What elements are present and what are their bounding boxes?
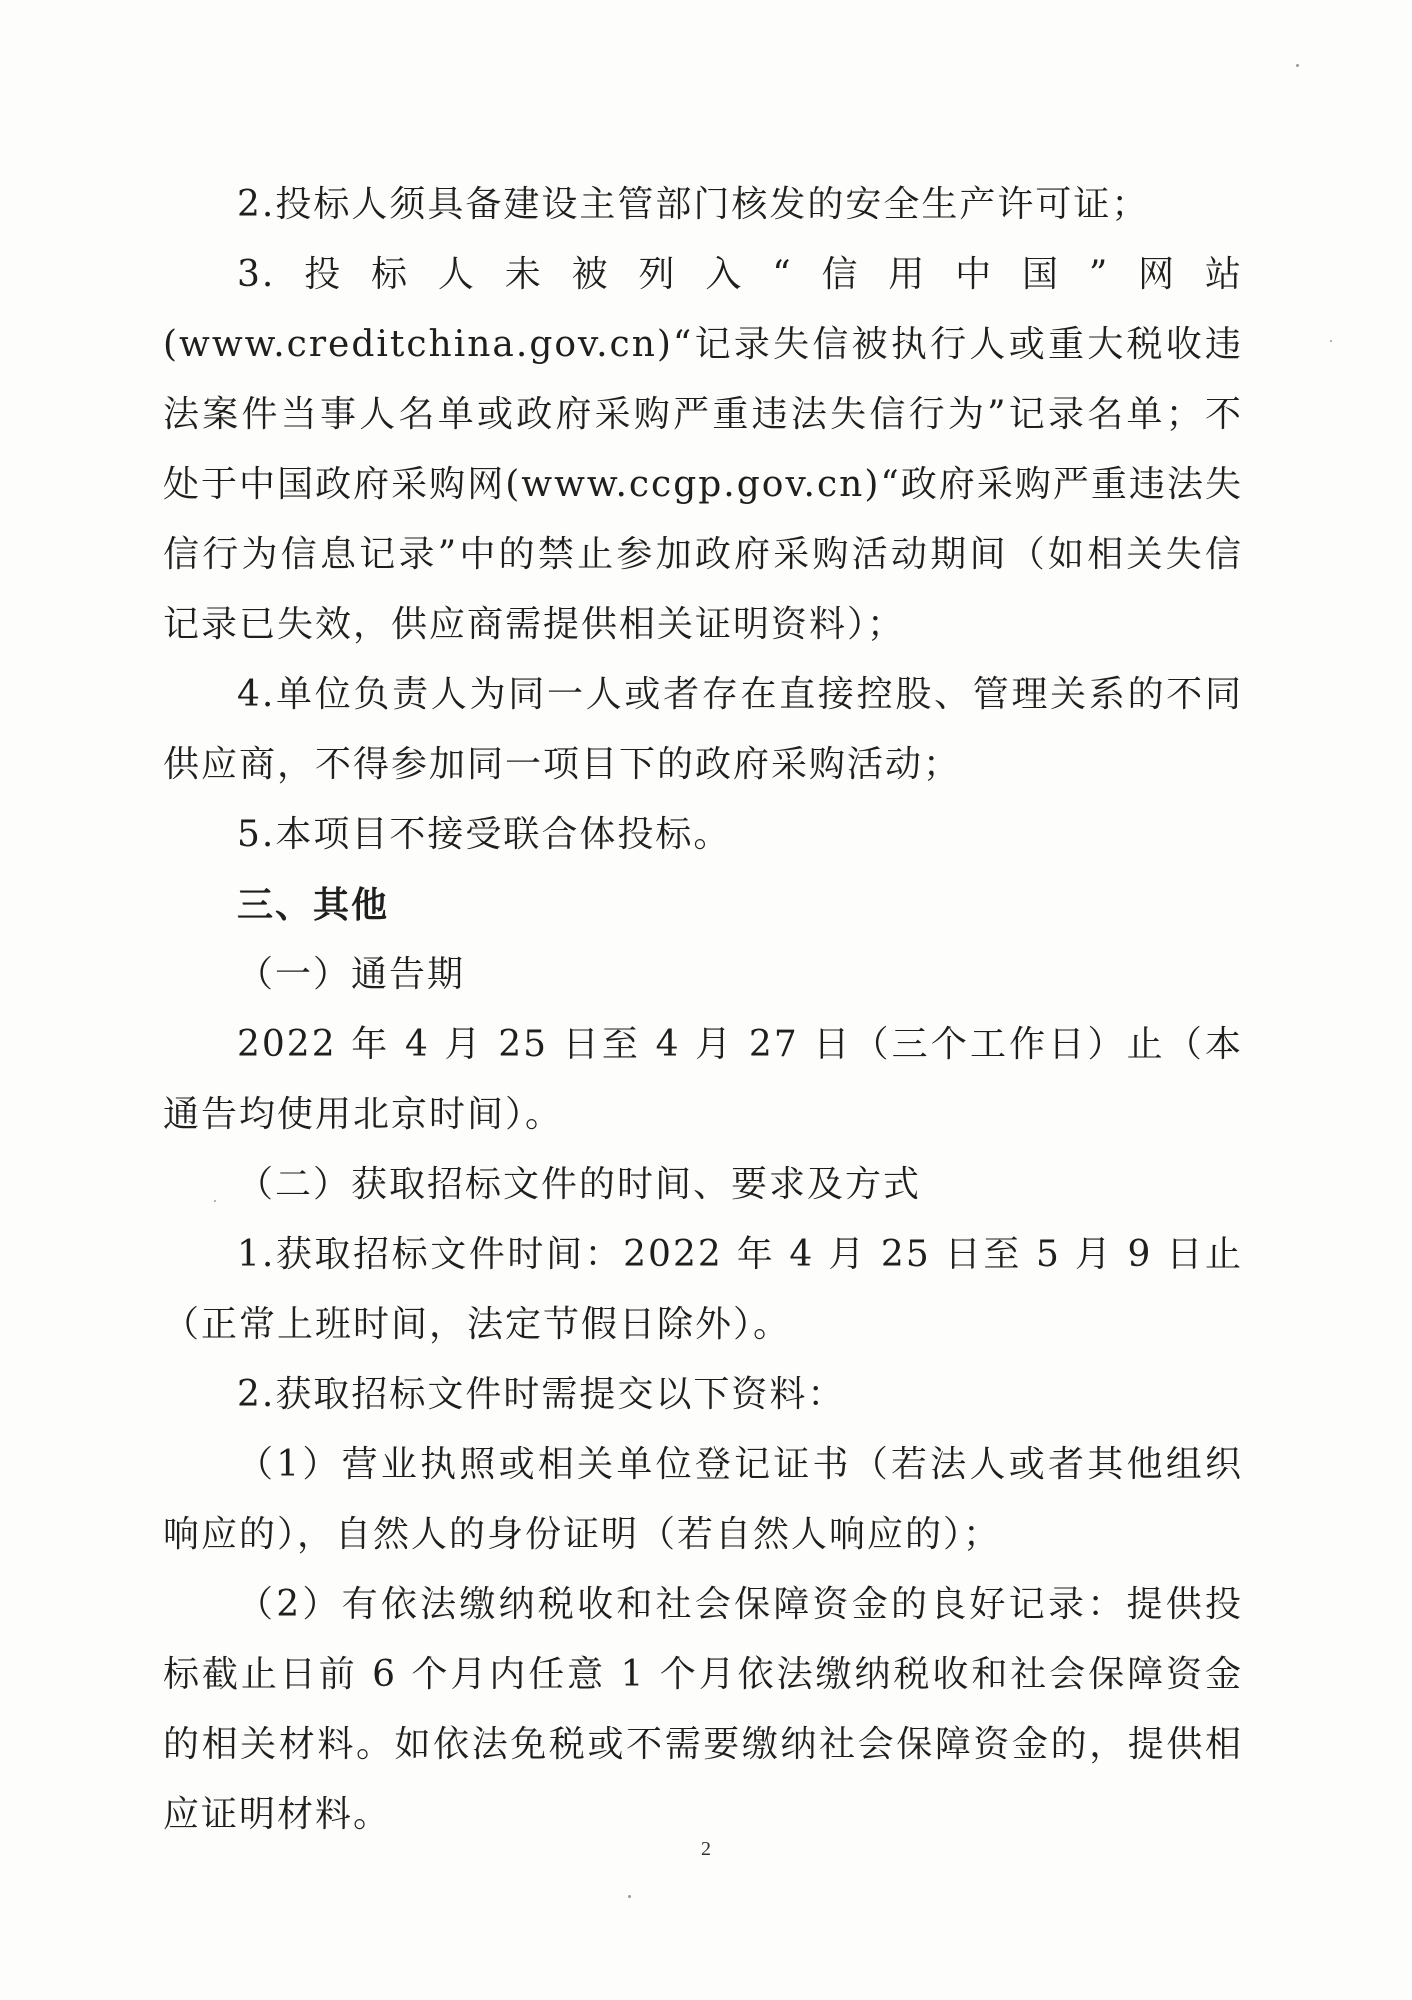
scan-speck [628, 1895, 631, 1898]
requirement-3: 3.投标人未被列入“信用中国”网站(www.creditchina.gov.cn)“记录失信被执行人或重大税收违法案件当事人名单或政府采购严重违法失信行为”记录名单；不处于中国政府采购网(www.ccgp.gov.cn)“政府采购严重违法失信行为信息记录”中的禁止参加政府采购活动期间（如相关失信记录已失效，供应商需提供相关证明资料）； [163, 254, 1243, 645]
obtain-time-text: 1.获取招标文件时间：2022 年 4 月 25 日至 5 月 9 日止（正常上班时间，法定节假日除外）。 [163, 1234, 1243, 1345]
document-body [163, 170, 1243, 1850]
scan-speck [1330, 340, 1332, 342]
material-item-1: （1）营业执照或相关单位登记证书（若法人或者其他组织响应的），自然人的身份证明（若自然人响应的）； [163, 1444, 1243, 1555]
subsection-notice-period: （一）通告期 [237, 954, 466, 995]
page-number: 2 [701, 1838, 711, 1860]
obtain-materials-intro: 2.获取招标文件时需提交以下资料： [237, 1374, 846, 1415]
requirement-2: 2.投标人须具备建设主管部门核发的安全生产许可证； [237, 184, 1150, 225]
requirement-4: 4.单位负责人为同一人或者存在直接控股、管理关系的不同供应商，不得参加同一项目下的政府采购活动； [163, 674, 1243, 785]
subsection-obtain-documents: （二）获取招标文件的时间、要求及方式 [237, 1164, 922, 1205]
scan-speck [214, 1200, 216, 1202]
material-item-2: （2）有依法缴纳税收和社会保障资金的良好记录：提供投标截止日前 6 个月内任意 1 个月依法缴纳税收和社会保障资金的相关材料。如依法免税或不需要缴纳社会保障资金的，提供相应证明材料。 [163, 1584, 1243, 1835]
requirement-5: 5.本项目不接受联合体投标。 [237, 814, 732, 855]
section-heading-other: 三、其他 [237, 884, 390, 926]
scan-speck [1296, 64, 1299, 67]
notice-period-text: 2022 年 4 月 25 日至 4 月 27 日（三个工作日）止（本通告均使用北京时间）。 [163, 1024, 1243, 1135]
